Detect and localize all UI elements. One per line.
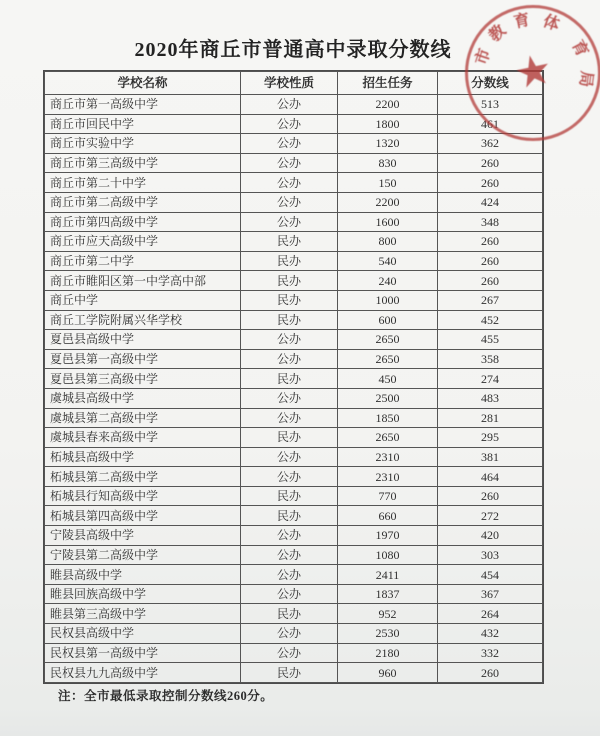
school-name-cell: 虞城县第二高级中学 bbox=[45, 408, 241, 428]
table-row bbox=[45, 663, 543, 683]
school-name-cell: 夏邑县第一高级中学 bbox=[45, 349, 241, 369]
footnote: 注：全市最低录取控制分数线260分。 bbox=[58, 689, 274, 703]
school-name-cell: 商丘市回民中学 bbox=[45, 114, 241, 134]
enrollment-cell: 450 bbox=[338, 369, 438, 389]
enrollment-cell: 1000 bbox=[338, 290, 438, 310]
score-cell: 264 bbox=[438, 604, 543, 624]
enrollment-cell: 1320 bbox=[338, 134, 438, 154]
table-row bbox=[45, 251, 543, 271]
school-name-cell: 商丘市睢阳区第一中学高中部 bbox=[45, 271, 241, 291]
score-cell: 513 bbox=[438, 95, 543, 115]
school-name-cell: 柘城县第四高级中学 bbox=[45, 506, 241, 526]
table-row bbox=[45, 192, 543, 212]
score-cell: 260 bbox=[438, 486, 543, 506]
seal-star-icon: ★ bbox=[509, 43, 557, 99]
enrollment-cell: 540 bbox=[338, 251, 438, 271]
table-row bbox=[45, 624, 543, 644]
table-row bbox=[45, 565, 543, 585]
school-type-cell: 公办 bbox=[241, 134, 338, 154]
score-cell: 464 bbox=[438, 467, 543, 487]
school-name-cell: 商丘市第二十中学 bbox=[45, 173, 241, 193]
score-cell: 260 bbox=[438, 271, 543, 291]
seal-character: 教 bbox=[486, 22, 510, 46]
school-type-cell: 公办 bbox=[241, 526, 338, 546]
school-type-cell: 民办 bbox=[241, 663, 338, 683]
school-type-cell: 民办 bbox=[241, 290, 338, 310]
table-row bbox=[45, 388, 543, 408]
enrollment-cell: 2650 bbox=[338, 428, 438, 448]
table-row bbox=[45, 369, 543, 389]
enrollment-cell: 150 bbox=[338, 173, 438, 193]
table-row bbox=[45, 114, 543, 134]
school-name-cell: 商丘市第二中学 bbox=[45, 251, 241, 271]
school-type-cell: 民办 bbox=[241, 251, 338, 271]
enrollment-cell: 2200 bbox=[338, 95, 438, 115]
school-name-cell: 夏邑县高级中学 bbox=[45, 330, 241, 350]
school-type-cell: 民办 bbox=[241, 486, 338, 506]
score-cell: 332 bbox=[438, 643, 543, 663]
score-cell: 260 bbox=[438, 232, 543, 252]
school-type-cell: 民办 bbox=[241, 271, 338, 291]
enrollment-cell: 2180 bbox=[338, 643, 438, 663]
table-row bbox=[45, 310, 543, 330]
enrollment-cell: 2500 bbox=[338, 388, 438, 408]
enrollment-cell: 2530 bbox=[338, 624, 438, 644]
school-type-cell: 公办 bbox=[241, 643, 338, 663]
header-school-type: 学校性质 bbox=[241, 72, 338, 95]
enrollment-cell: 240 bbox=[338, 271, 438, 291]
school-name-cell: 商丘市应天高级中学 bbox=[45, 232, 241, 252]
school-name-cell: 民权县九九高级中学 bbox=[45, 663, 241, 683]
score-cell: 432 bbox=[438, 624, 543, 644]
table-row bbox=[45, 447, 543, 467]
table-row bbox=[45, 212, 543, 232]
school-name-cell: 柘城县行知高级中学 bbox=[45, 486, 241, 506]
school-type-cell: 民办 bbox=[241, 369, 338, 389]
header-enrollment-quota: 招生任务 bbox=[338, 72, 438, 95]
school-type-cell: 公办 bbox=[241, 153, 338, 173]
score-cell: 367 bbox=[438, 584, 543, 604]
enrollment-cell: 770 bbox=[338, 486, 438, 506]
school-type-cell: 公办 bbox=[241, 447, 338, 467]
school-type-cell: 公办 bbox=[241, 114, 338, 134]
score-cell: 483 bbox=[438, 388, 543, 408]
score-cell: 454 bbox=[438, 565, 543, 585]
enrollment-cell: 2310 bbox=[338, 447, 438, 467]
table-row bbox=[45, 134, 543, 154]
school-type-cell: 公办 bbox=[241, 192, 338, 212]
enrollment-cell: 2650 bbox=[338, 330, 438, 350]
table-row bbox=[45, 506, 543, 526]
table-body bbox=[45, 95, 543, 683]
school-name-cell: 虞城县高级中学 bbox=[45, 388, 241, 408]
enrollment-cell: 660 bbox=[338, 506, 438, 526]
score-cell: 452 bbox=[438, 310, 543, 330]
school-type-cell: 公办 bbox=[241, 212, 338, 232]
enrollment-cell: 800 bbox=[338, 232, 438, 252]
school-type-cell: 公办 bbox=[241, 624, 338, 644]
school-name-cell: 睢县高级中学 bbox=[45, 565, 241, 585]
score-cell: 362 bbox=[438, 134, 543, 154]
school-name-cell: 民权县第一高级中学 bbox=[45, 643, 241, 663]
school-name-cell: 商丘市第三高级中学 bbox=[45, 153, 241, 173]
table-row bbox=[45, 408, 543, 428]
score-cell: 381 bbox=[438, 447, 543, 467]
score-cell: 260 bbox=[438, 663, 543, 683]
enrollment-cell: 2310 bbox=[338, 467, 438, 487]
score-cell: 260 bbox=[438, 153, 543, 173]
school-name-cell: 商丘市第一高级中学 bbox=[45, 95, 241, 115]
table-header-row bbox=[45, 72, 543, 95]
enrollment-cell: 1600 bbox=[338, 212, 438, 232]
enrollment-cell: 1837 bbox=[338, 584, 438, 604]
school-type-cell: 公办 bbox=[241, 388, 338, 408]
table-row bbox=[45, 271, 543, 291]
score-cell: 348 bbox=[438, 212, 543, 232]
table-row bbox=[45, 173, 543, 193]
table-row bbox=[45, 545, 543, 565]
school-type-cell: 公办 bbox=[241, 173, 338, 193]
seal-character: 市 bbox=[472, 46, 494, 68]
table-row bbox=[45, 330, 543, 350]
score-cell: 274 bbox=[438, 369, 543, 389]
table-row bbox=[45, 584, 543, 604]
school-name-cell: 柘城县第二高级中学 bbox=[45, 467, 241, 487]
school-type-cell: 公办 bbox=[241, 408, 338, 428]
school-name-cell: 商丘市第二高级中学 bbox=[45, 192, 241, 212]
table-row bbox=[45, 643, 543, 663]
seal-character: 育 bbox=[568, 37, 591, 60]
table-row bbox=[45, 428, 543, 448]
enrollment-cell: 2650 bbox=[338, 349, 438, 369]
score-cell: 260 bbox=[438, 173, 543, 193]
school-type-cell: 民办 bbox=[241, 428, 338, 448]
seal-character: 育 bbox=[512, 11, 532, 32]
enrollment-cell: 1850 bbox=[338, 408, 438, 428]
school-name-cell: 夏邑县第三高级中学 bbox=[45, 369, 241, 389]
enrollment-cell: 600 bbox=[338, 310, 438, 330]
document-title: 2020年商丘市普通高中录取分数线 bbox=[134, 39, 452, 61]
score-cell: 260 bbox=[438, 251, 543, 271]
school-name-cell: 民权县高级中学 bbox=[45, 624, 241, 644]
table-row bbox=[45, 153, 543, 173]
header-score-line: 分数线 bbox=[438, 72, 543, 95]
score-cell: 267 bbox=[438, 290, 543, 310]
score-table bbox=[44, 71, 543, 683]
school-type-cell: 公办 bbox=[241, 467, 338, 487]
score-cell: 272 bbox=[438, 506, 543, 526]
table-row bbox=[45, 95, 543, 115]
school-name-cell: 睢县回族高级中学 bbox=[45, 584, 241, 604]
enrollment-cell: 2200 bbox=[338, 192, 438, 212]
school-type-cell: 公办 bbox=[241, 349, 338, 369]
table-row bbox=[45, 349, 543, 369]
school-type-cell: 公办 bbox=[241, 545, 338, 565]
score-cell: 295 bbox=[438, 428, 543, 448]
school-type-cell: 公办 bbox=[241, 330, 338, 350]
school-type-cell: 民办 bbox=[241, 232, 338, 252]
table-row bbox=[45, 290, 543, 310]
score-cell: 461 bbox=[438, 114, 543, 134]
header-school-name: 学校名称 bbox=[45, 72, 241, 95]
table-row bbox=[45, 467, 543, 487]
enrollment-cell: 2411 bbox=[338, 565, 438, 585]
school-type-cell: 民办 bbox=[241, 604, 338, 624]
school-type-cell: 民办 bbox=[241, 506, 338, 526]
seal-character: 局 bbox=[575, 70, 595, 89]
enrollment-cell: 1800 bbox=[338, 114, 438, 134]
enrollment-cell: 1080 bbox=[338, 545, 438, 565]
score-cell: 420 bbox=[438, 526, 543, 546]
school-name-cell: 商丘中学 bbox=[45, 290, 241, 310]
school-type-cell: 公办 bbox=[241, 565, 338, 585]
enrollment-cell: 952 bbox=[338, 604, 438, 624]
school-name-cell: 柘城县高级中学 bbox=[45, 447, 241, 467]
score-cell: 424 bbox=[438, 192, 543, 212]
school-name-cell: 商丘工学院附属兴华学校 bbox=[45, 310, 241, 330]
table-row bbox=[45, 486, 543, 506]
enrollment-cell: 830 bbox=[338, 153, 438, 173]
school-name-cell: 睢县第三高级中学 bbox=[45, 604, 241, 624]
table-row bbox=[45, 526, 543, 546]
score-cell: 455 bbox=[438, 330, 543, 350]
school-name-cell: 商丘市实验中学 bbox=[45, 134, 241, 154]
enrollment-cell: 960 bbox=[338, 663, 438, 683]
school-type-cell: 公办 bbox=[241, 584, 338, 604]
school-name-cell: 虞城县春来高级中学 bbox=[45, 428, 241, 448]
table-row bbox=[45, 604, 543, 624]
school-name-cell: 宁陵县高级中学 bbox=[45, 526, 241, 546]
seal-character: 体 bbox=[540, 12, 562, 35]
school-name-cell: 商丘市第四高级中学 bbox=[45, 212, 241, 232]
score-cell: 281 bbox=[438, 408, 543, 428]
school-type-cell: 公办 bbox=[241, 95, 338, 115]
score-cell: 303 bbox=[438, 545, 543, 565]
table-row bbox=[45, 232, 543, 252]
score-cell: 358 bbox=[438, 349, 543, 369]
enrollment-cell: 1970 bbox=[338, 526, 438, 546]
school-name-cell: 宁陵县第二高级中学 bbox=[45, 545, 241, 565]
school-type-cell: 民办 bbox=[241, 310, 338, 330]
